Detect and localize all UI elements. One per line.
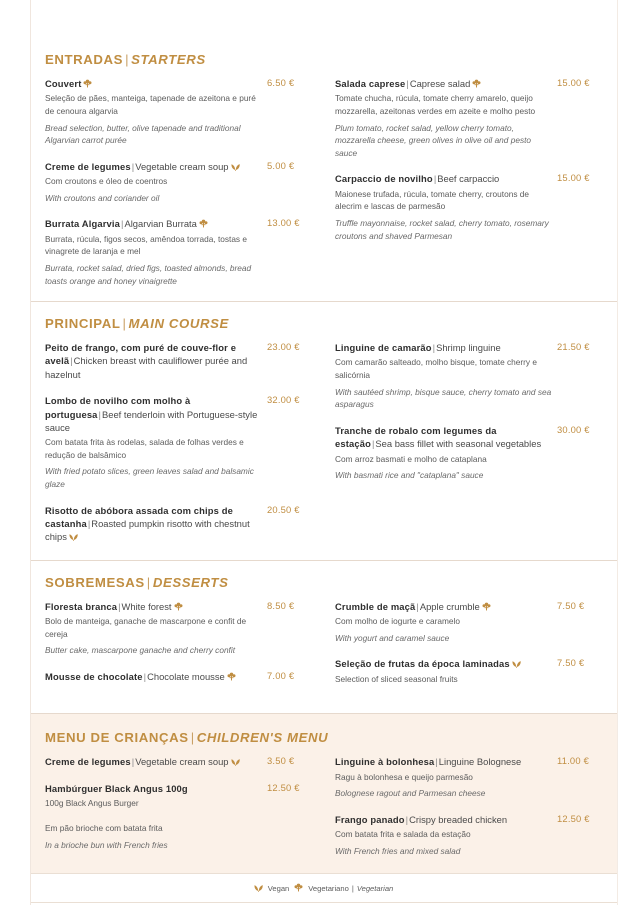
- menu-item-price: 23.00 €: [267, 341, 300, 353]
- vegetarian-icon: [199, 219, 208, 228]
- menu-item[interactable]: [45, 755, 313, 768]
- item-name-en: Roasted pumpkin risotto with chestnut chips: [45, 517, 250, 543]
- item-name-en: Chicken breast with cauliflower purée and hazelnut: [45, 355, 248, 380]
- vegan-icon: [69, 532, 78, 541]
- page-right-border: [617, 0, 618, 905]
- section-divider: [31, 301, 617, 302]
- item-name-pt: Risotto de abóbora assada com chips de castanha: [45, 504, 234, 529]
- item-name-separator: |: [435, 756, 438, 768]
- menu-item-price: 5.00 €: [267, 159, 295, 171]
- item-name-pt: Frango panado: [335, 813, 405, 825]
- menu-item[interactable]: [335, 600, 603, 645]
- item-name-en: Beef tenderloin with Portuguese-style sauce: [45, 408, 258, 433]
- menu-section-main-course: [31, 316, 617, 560]
- menu-item[interactable]: [45, 160, 313, 205]
- menu-item-description-pt: Em pão brioche com batata frita: [45, 823, 163, 834]
- section-title: [45, 316, 603, 331]
- menu-column: [45, 77, 313, 287]
- menu-item-description-en: With croutons and coriander oil: [45, 192, 160, 203]
- menu-item-header: [45, 77, 313, 90]
- menu-item[interactable]: [45, 217, 313, 287]
- legend-vegetarian-en: Vegetarian: [356, 884, 394, 894]
- menu-item-description-pt: Com camarão salteado, molho bisque, tomate cherry e salicórnia: [335, 357, 537, 381]
- menu-item[interactable]: [45, 77, 313, 147]
- menu-item-description-en: With French fries and mixed salad: [335, 845, 461, 856]
- menu-item-title: [45, 670, 261, 683]
- menu-item-title: [335, 657, 551, 670]
- item-name-pt: Tranche de robalo com legumes da estação: [335, 424, 497, 450]
- item-name-en: Crispy breaded chicken: [409, 813, 508, 825]
- vegan-icon: [231, 757, 240, 766]
- menu-item-description-pt: Com arroz basmati e molho de cataplana: [335, 453, 487, 464]
- section-title-en: CHILDREN'S MENU: [196, 730, 329, 746]
- item-name-separator: |: [70, 355, 73, 367]
- item-name-en: Chocolate mousse: [147, 670, 225, 682]
- menu-item-header: [335, 77, 603, 90]
- menu-section-desserts: [31, 575, 617, 700]
- vegetarian-icon: [482, 602, 491, 611]
- menu-item-header: [45, 394, 313, 434]
- section-columns: [45, 77, 603, 287]
- menu-item-description-pt: Tomate chucha, rúcula, tomate cherry amarelo, queijo mozzarella, azeitonas verdes em azeite e molho pesto: [335, 93, 536, 116]
- section-title: [45, 52, 603, 67]
- item-name-separator: |: [406, 78, 409, 89]
- menu-item-description-pt: Seleção de pães, manteiga, tapenade de azeitona e puré de cenoura algarvia: [45, 93, 256, 116]
- item-name-pt: Salada caprese: [335, 78, 406, 89]
- menu-item[interactable]: [335, 172, 603, 242]
- item-name-en: Apple crumble: [419, 600, 480, 612]
- item-name-separator: |: [143, 670, 147, 682]
- item-name-separator: |: [131, 756, 135, 768]
- menu-item-title: [335, 600, 551, 613]
- menu-item[interactable]: [335, 813, 603, 858]
- menu-item-title: [45, 77, 261, 90]
- section-title-en: MAIN COURSE: [128, 316, 229, 332]
- menu-item-price: 30.00 €: [557, 423, 590, 435]
- section-title-en: DESSERTS: [152, 574, 229, 590]
- menu-item[interactable]: [45, 822, 313, 851]
- legend-vegetarian-pt: Vegetariano: [308, 884, 349, 894]
- menu-item-price: 12.50 €: [267, 781, 300, 793]
- menu-column: [335, 755, 603, 857]
- vegetarian-icon: [472, 79, 481, 88]
- item-name-pt: Crumble de maçã: [335, 600, 416, 612]
- item-name-separator: |: [121, 218, 124, 230]
- menu-item-header: [45, 160, 313, 173]
- item-name-separator: |: [371, 438, 375, 450]
- menu-section-childrens-menu: [31, 714, 617, 873]
- item-name-separator: |: [118, 600, 121, 612]
- menu-item-header: [45, 782, 313, 795]
- vegetarian-icon: [227, 672, 236, 681]
- menu-item-price: 15.00 €: [557, 77, 590, 88]
- menu-item[interactable]: [335, 341, 603, 411]
- menu-item-description-en: With basmati rice and "cataplana" sauce: [335, 470, 484, 481]
- section-title-separator: |: [125, 52, 130, 67]
- menu-item-price: 13.00 €: [267, 217, 300, 229]
- menu-item-header: [335, 341, 603, 354]
- menu-item-header: [45, 341, 313, 381]
- menu-column: [335, 600, 603, 686]
- menu-item-title: [335, 77, 551, 90]
- section-columns: [45, 755, 603, 857]
- menu-item-price: 32.00 €: [267, 394, 300, 406]
- item-name-en: Vegetable cream soup: [135, 160, 229, 172]
- section-columns: [45, 341, 603, 544]
- item-name-en: Linguine Bolognese: [438, 756, 522, 768]
- legend-separator: |: [351, 884, 354, 894]
- menu-item[interactable]: [45, 394, 313, 490]
- menu-column: [45, 600, 313, 686]
- item-name-en: Caprese salad: [409, 78, 471, 89]
- menu-item-title: [335, 755, 551, 768]
- item-name-en: White forest: [121, 600, 172, 612]
- menu-item-title: [45, 755, 261, 768]
- item-name-pt: Linguine à bolonhesa: [335, 756, 435, 768]
- item-name-pt: Seleção de frutas da época laminadas: [335, 658, 510, 670]
- item-name-pt: Lombo de novilho com molho à portuguesa: [45, 395, 191, 420]
- footer-bottom-divider: [31, 902, 617, 903]
- menu-item-price: 7.00 €: [267, 669, 295, 681]
- section-title: [45, 575, 603, 590]
- menu-item-header: [45, 755, 313, 768]
- menu-column: [335, 341, 603, 544]
- item-name-pt: Carpaccio de novilho: [335, 173, 433, 185]
- legend-vegan-label: Vegan: [267, 884, 290, 894]
- menu-item-description-pt: Selection of sliced seasonal fruits: [335, 673, 458, 684]
- menu-item[interactable]: [45, 341, 313, 381]
- item-name-en: Algarvian Burrata: [124, 218, 197, 230]
- item-name-pt: Mousse de chocolate: [45, 670, 143, 682]
- menu-item-price: 11.00 €: [557, 755, 589, 767]
- section-divider: [31, 560, 617, 561]
- menu-item-price: 7.50 €: [557, 599, 585, 611]
- menu-item[interactable]: [45, 670, 313, 683]
- menu-legend: [31, 874, 617, 893]
- menu-item-description-en: With sautéed shrimp, bisque sauce, cherry tomato and sea asparagus: [335, 386, 552, 410]
- item-name-pt: Creme de legumes: [45, 756, 131, 768]
- menu-item-header: [45, 600, 313, 613]
- menu-item-description-pt: Ragu à bolonhesa e queijo parmesão: [335, 771, 473, 782]
- item-name-en: Vegetable cream soup: [135, 756, 229, 768]
- vegan-icon: [231, 162, 240, 171]
- menu-item[interactable]: [45, 600, 313, 657]
- vegetarian-icon: [83, 79, 92, 88]
- item-name-en: Beef carpaccio: [437, 173, 500, 185]
- section-title-pt: PRINCIPAL: [45, 316, 121, 332]
- item-name-pt: Burrata Algarvia: [45, 218, 120, 230]
- item-name-pt: Floresta branca: [45, 600, 118, 612]
- menu-item-description-en: Plum tomato, rocket salad, yellow cherry tomato, mozzarella cheese, green olives in olive oil and pesto sauce: [335, 122, 532, 158]
- item-name-separator: |: [131, 160, 135, 172]
- menu-column: [45, 755, 313, 857]
- menu-item-title: [335, 341, 551, 354]
- menu-item-title: [335, 424, 551, 451]
- item-name-pt: Hambúrguer Black Angus 100g: [45, 782, 188, 794]
- menu-item-header: [335, 657, 603, 670]
- item-name-separator: |: [98, 408, 101, 420]
- item-name-separator: |: [432, 342, 436, 354]
- menu-item-description-pt: Com batata frita às rodelas, salada de folhas verdes e redução de balsâmico: [45, 437, 244, 460]
- menu-item-description-pt: Com croutons e óleo de coentros: [45, 176, 168, 187]
- menu-item-title: [335, 172, 551, 185]
- menu-item-description-en: Bolognese ragout and Parmesan cheese: [335, 788, 486, 799]
- menu-item-title: [335, 813, 551, 826]
- section-title-en: STARTERS: [131, 52, 206, 67]
- menu-item-title: [45, 160, 261, 173]
- vegan-icon: [254, 883, 263, 892]
- menu-item-description-en: In a brioche bun with French fries: [45, 840, 168, 851]
- menu-item-description-pt: Burrata, rúcula, figos secos, amêndoa torrada, tostas e vinagrete de laranja e mel: [45, 233, 247, 257]
- menu-item-title: [45, 600, 261, 613]
- menu-item-price: 3.50 €: [267, 755, 295, 767]
- menu-item-header: [335, 755, 603, 768]
- menu-item[interactable]: [335, 77, 603, 159]
- menu-column: [45, 341, 313, 544]
- menu-item-header: [335, 600, 603, 613]
- menu-item[interactable]: [335, 424, 603, 482]
- menu-item-price: 7.50 €: [557, 657, 585, 669]
- item-name-en: Sea bass fillet with seasonal vegetables: [375, 438, 542, 450]
- item-name-separator: |: [416, 600, 419, 612]
- item-name-pt: Couvert: [45, 78, 82, 89]
- item-name-pt: Creme de legumes: [45, 160, 131, 172]
- vegan-icon: [512, 659, 521, 668]
- menu-item-header: [45, 217, 313, 230]
- section-columns: [45, 600, 603, 686]
- menu-column: [335, 77, 603, 287]
- menu-item-title: [45, 341, 261, 381]
- menu-item-description-en: Burrata, rocket salad, dried figs, toasted almonds, bread toasts orange and honey vinaigrette: [45, 262, 252, 286]
- menu-item-description-en: Bread selection, butter, olive tapenade and traditional Algarvian carrot purée: [45, 122, 241, 146]
- menu-item-description-en: With fried potato slices, green leaves salad and balsamic glaze: [45, 466, 254, 490]
- menu-item-price: 6.50 €: [267, 77, 295, 88]
- menu-item-price: 8.50 €: [267, 599, 295, 611]
- menu-item-description-pt: Bolo de manteiga, ganache de mascarpone e confit de cereja: [45, 616, 247, 639]
- menu-item-price: 12.50 €: [557, 812, 590, 824]
- menu-item[interactable]: [335, 657, 603, 685]
- menu-item-header: [335, 813, 603, 826]
- menu-item-description-en: Butter cake, mascarpone ganache and cherry confit: [45, 645, 236, 656]
- menu-item-title: [45, 504, 261, 544]
- menu-item-header: [335, 424, 603, 451]
- item-name-en: Shrimp linguine: [436, 342, 501, 354]
- menu-item-description-pt: Com batata frita e salada da estação: [335, 829, 471, 840]
- item-name-separator: |: [405, 813, 409, 825]
- menu-item-description-pt: Com molho de iogurte e caramelo: [335, 616, 460, 626]
- menu-item-description-pt: Maionese trufada, rúcula, tomate cherry, croutons de alecrim e lascas de parmesão: [335, 188, 530, 212]
- section-title-separator: |: [146, 574, 151, 590]
- menu-item[interactable]: [45, 782, 313, 810]
- menu-item-description-pt: 100g Black Angus Burger: [45, 797, 139, 808]
- item-name-separator: |: [433, 173, 437, 185]
- vegetarian-icon: [174, 602, 183, 611]
- menu-item-price: 21.50 €: [557, 341, 590, 353]
- menu-content: [31, 0, 617, 903]
- menu-section-starters: [31, 52, 617, 301]
- section-title-separator: |: [190, 730, 195, 746]
- section-title: [45, 730, 603, 745]
- item-name-pt: Linguine de camarão: [335, 342, 432, 354]
- section-title-pt: MENU DE CRIANÇAS: [45, 730, 189, 746]
- menu-item-title: [45, 394, 261, 434]
- menu-item[interactable]: [335, 755, 603, 800]
- menu-item-title: [45, 217, 261, 230]
- menu-item-header: [335, 172, 603, 185]
- vegetarian-icon: [294, 883, 303, 892]
- section-title-pt: SOBREMESAS: [45, 574, 145, 590]
- menu-item[interactable]: [45, 504, 313, 544]
- section-title-separator: |: [122, 316, 127, 332]
- item-name-pt: Peito de frango, com puré de couve-flor e avelã: [45, 342, 237, 367]
- menu-item-price: 15.00 €: [557, 172, 590, 184]
- menu-item-header: [45, 504, 313, 544]
- menu-item-header: [45, 670, 313, 683]
- menu-item-description-en: With yogurt and caramel sauce: [335, 632, 450, 643]
- item-name-separator: |: [87, 517, 91, 529]
- menu-item-price: 20.50 €: [267, 503, 300, 515]
- menu-item-description-en: Truffle mayonnaise, rocket salad, cherry tomato, rosemary croutons and shaved Parmesan: [335, 217, 549, 241]
- menu-item-title: [45, 782, 261, 795]
- section-title-pt: ENTRADAS: [45, 52, 124, 67]
